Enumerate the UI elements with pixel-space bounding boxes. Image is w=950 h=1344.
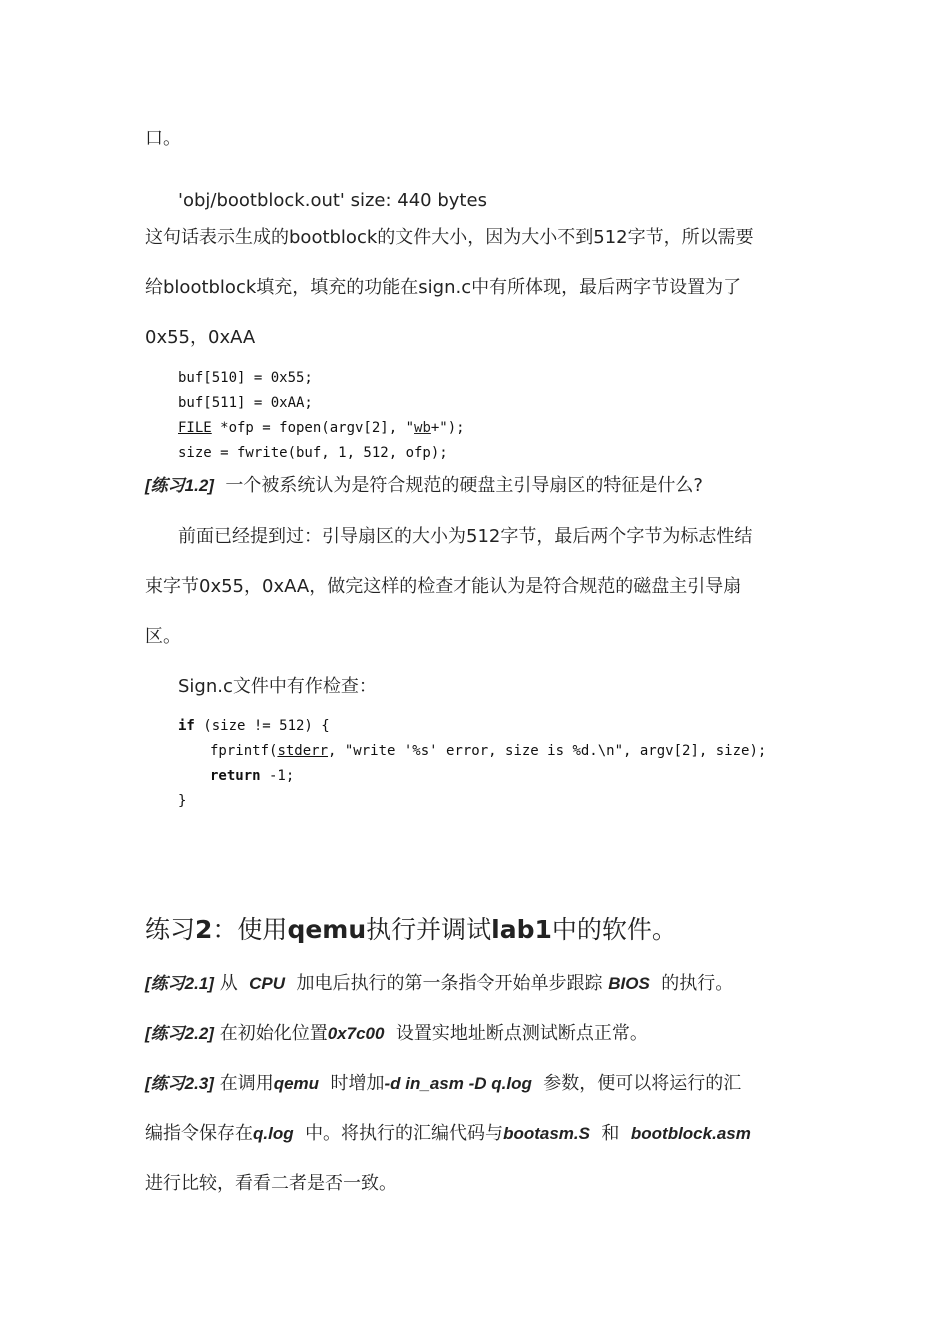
text-line: 给blootblock填充，填充的功能在sign.c中有所体现，最后两字节设置为了 (145, 277, 742, 298)
text-line: 区。 (145, 626, 181, 647)
code-line: buf[510] = 0x55; (178, 370, 313, 386)
code-line: buf[511] = 0xAA; (178, 395, 313, 411)
code-type: FILE (178, 420, 212, 436)
exercise-2-1: [练习2.1] 从 CPU 加电后执行的第一条指令开始单步跟踪 BIOS 的执行。 (145, 973, 734, 994)
text-line: 进行比较，看看二者是否一致。 (145, 1173, 397, 1194)
text-line: 0x55，0xAA (145, 327, 256, 348)
text-line: 前面已经提到过：引导扇区的大小为512字节，最后两个字节为标志性结 (178, 526, 753, 547)
exercise-1-2: [练习1.2] 一个被系统认为是符合规范的硬盘主引导扇区的特征是什么? (145, 475, 703, 496)
code-line: if (size != 512) { (178, 718, 330, 734)
code-line: size = fwrite(buf, 1, 512, ofp); (178, 445, 448, 461)
exercise-2-3-cont: 编指令保存在q.log 中。将执行的汇编代码与bootasm.S 和 bootblock.asm (145, 1123, 751, 1144)
section-heading: 练习2：使用qemu执行并调试lab1中的软件。 (145, 915, 677, 944)
code-line: FILE *ofp = fopen(argv[2], "wb+"); (178, 420, 465, 436)
text-line: 口。 (145, 128, 181, 149)
code-line: } (178, 793, 187, 809)
code-line: fprintf(stderr, "write '%s' error, size is %d.\n", argv[2], size); (210, 743, 767, 759)
exercise-2-2: [练习2.2] 在初始化位置0x7c00 设置实地址断点测试断点正常。 (145, 1023, 648, 1044)
code-mode: wb (414, 420, 431, 436)
text-line: 束字节0x55，0xAA，做完这样的检查才能认为是符合规范的磁盘主引导扇 (145, 576, 742, 597)
text-line: Sign.c文件中有作检查： (178, 676, 377, 697)
text-line: 这句话表示生成的bootblock的文件大小，因为大小不到512字节，所以需要 (145, 227, 754, 248)
text-line: 'obj/bootblock.out' size: 440 bytes (178, 190, 487, 211)
code-line: return -1; (210, 768, 295, 784)
exercise-2-3: [练习2.3] 在调用qemu 时增加-d in_asm -D q.log 参数，便可以将运行的汇 (145, 1073, 742, 1094)
